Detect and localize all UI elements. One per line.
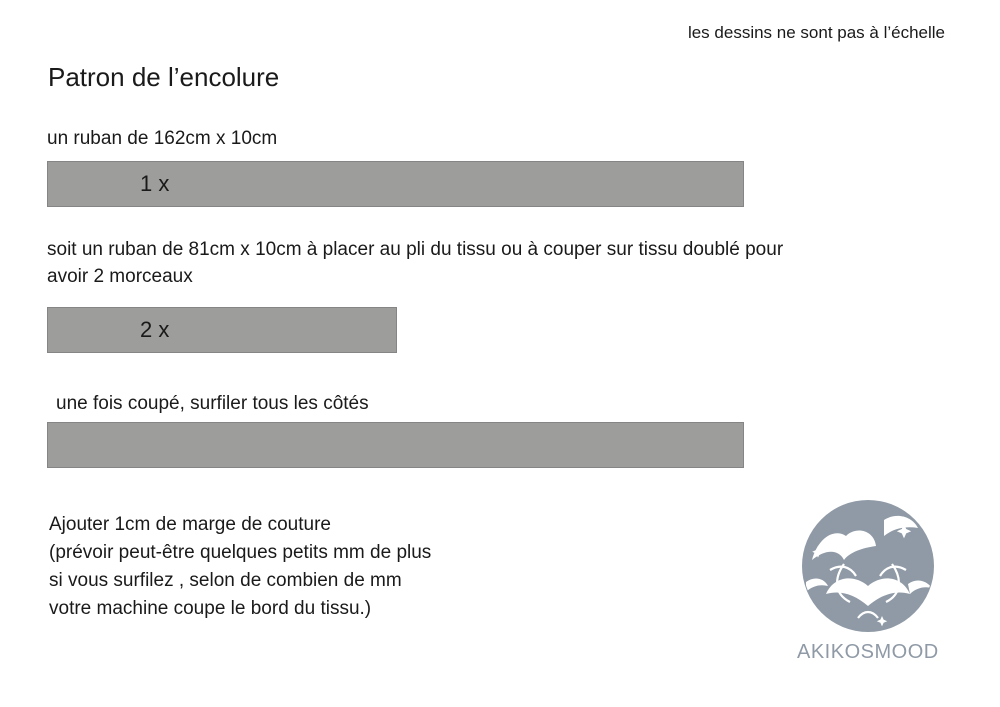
strip2-caption-line1: soit un ruban de 81cm x 10cm à placer au pli du tissu ou à couper sur tissu doublé pour <box>47 239 784 260</box>
scale-note: les dessins ne sont pas à l’échelle <box>687 23 945 42</box>
instructions-line3: si vous surfilez , selon de combien de mm <box>49 570 402 591</box>
strip1-caption: un ruban de 162cm x 10cm <box>47 128 278 149</box>
logo-wordmark: AKIKOSMOOD <box>797 641 939 663</box>
strip-81cm <box>47 307 397 353</box>
strip2-quantity: 2 x <box>140 317 170 342</box>
strip-162cm <box>47 161 744 207</box>
instructions-line1: Ajouter 1cm de marge de couture <box>49 514 331 535</box>
instructions-line2: (prévoir peut-être quelques petits mm de plus <box>49 542 432 563</box>
page-title: Patron de l’encolure <box>48 62 280 92</box>
akikosmood-logo-icon <box>800 498 936 634</box>
strip3-caption: une fois coupé, surfiler tous les côtés <box>56 393 369 414</box>
strip-overlocked <box>47 422 744 468</box>
instructions-line4: votre machine coupe le bord du tissu.) <box>49 598 372 619</box>
strip1-quantity: 1 x <box>140 171 170 196</box>
seam-allowance-instructions <box>49 511 431 623</box>
strip2-caption-line2: avoir 2 morceaux <box>47 266 193 287</box>
